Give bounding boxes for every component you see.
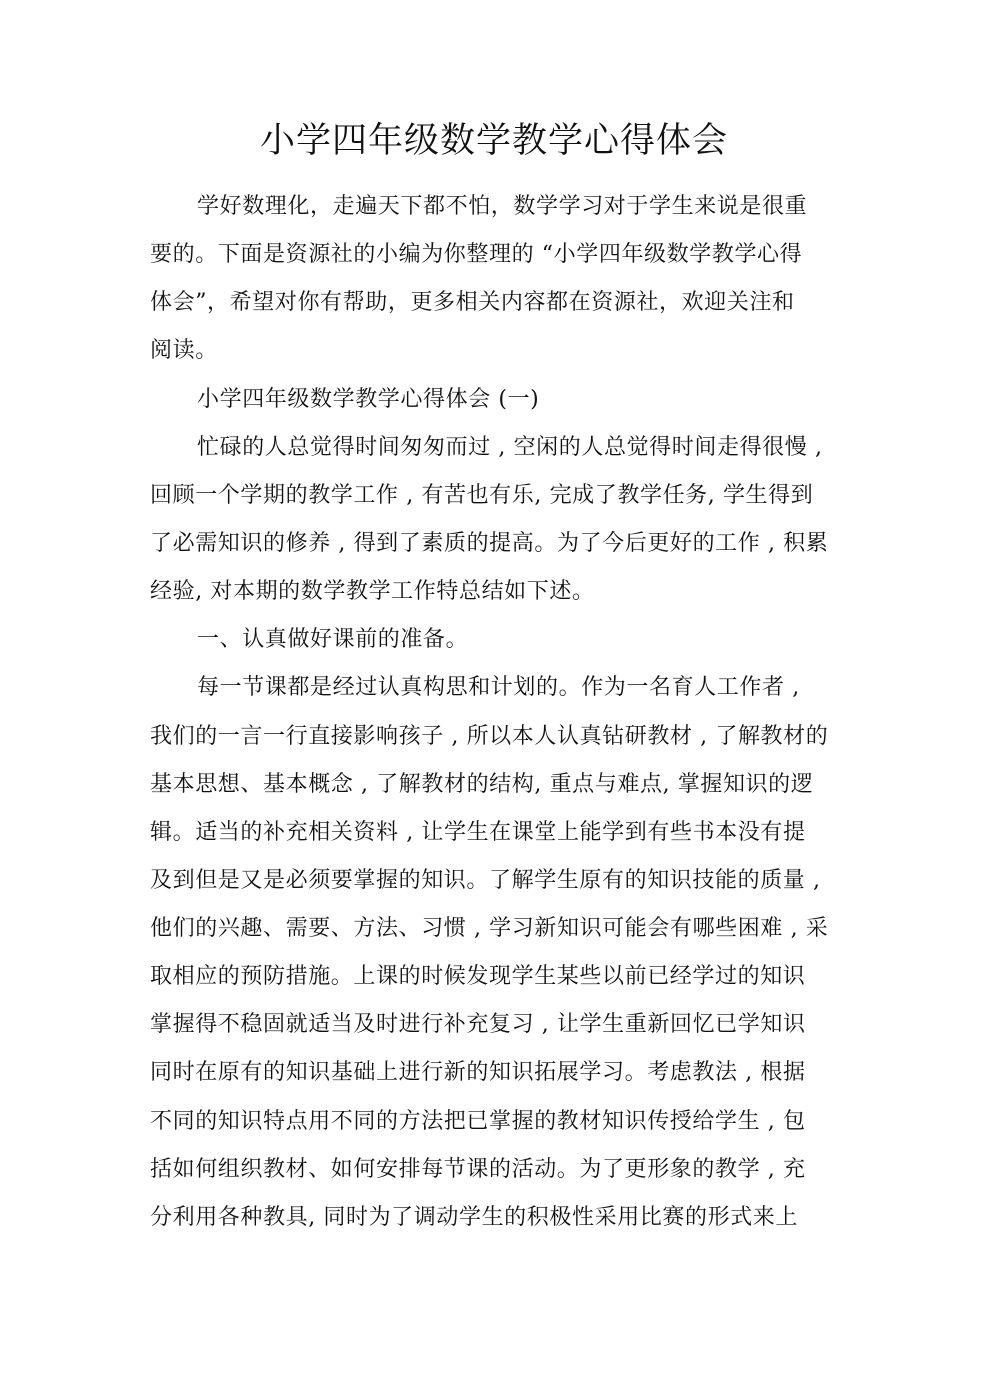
paragraph-line: 阅读。 bbox=[150, 338, 218, 363]
document-title: 小学四年级数学教学心得体会 bbox=[259, 121, 728, 161]
paragraph-line: 每一节课都是经过认真构思和计划的。作为一名育人工作者 , bbox=[197, 675, 800, 700]
paragraph-line: 及到但是又是必须要掌握的知识。了解学生原有的知识技能的质量 , bbox=[150, 868, 821, 893]
section-heading: 小学四年级数学教学心得体会 (一) bbox=[197, 387, 540, 412]
paragraph-line: 他们的兴趣、需要、方法、习惯 , 学习新知识可能会有哪些困难 , 采 bbox=[150, 916, 829, 941]
paragraph-line: 回顾一个学期的教学工作 , 有苦也有乐, 完成了教学任务, 学生得到 bbox=[150, 483, 814, 508]
paragraph-line: 要的。下面是资源社的小编为你整理的 “小学四年级数学教学心得 bbox=[150, 242, 803, 267]
paragraph-line: 经验, 对本期的数学教学工作特总结如下述。 bbox=[150, 579, 595, 604]
paragraph-line: 我们的一言一行直接影响孩子 , 所以本人认真钻研教材 , 了解教材的 bbox=[150, 724, 829, 749]
paragraph-line: 了必需知识的修养 , 得到了素质的提高。为了今后更好的工作 , 积累 bbox=[150, 531, 829, 556]
paragraph-line: 括如何组织教材、如何安排每节课的活动。为了更形象的教学 , 充 bbox=[150, 1157, 806, 1182]
paragraph-line: 辑。适当的补充相关资料 , 让学生在课堂上能学到有些书本没有提 bbox=[150, 820, 806, 845]
paragraph-line: 同时在原有的知识基础上进行新的知识拓展学习。考虑教法 , 根据 bbox=[150, 1060, 806, 1085]
paragraph-line: 忙碌的人总觉得时间匆匆而过 , 空闲的人总觉得时间走得很慢 , bbox=[197, 435, 823, 460]
section-heading: 一、认真做好课前的准备。 bbox=[197, 627, 469, 652]
paragraph-line: 基本思想、基本概念 , 了解教材的结构, 重点与难点, 掌握知识的逻 bbox=[150, 772, 814, 797]
paragraph-line: 分利用各种教具, 同时为了调动学生的积极性采用比赛的形式来上 bbox=[150, 1205, 798, 1230]
paragraph-line: 不同的知识特点用不同的方法把已掌握的教材知识传授给学生 , 包 bbox=[150, 1109, 806, 1134]
paragraph-line: 体会”，希望对你有帮助，更多相关内容都在资源社，欢迎关注和 bbox=[150, 290, 795, 315]
paragraph-line: 取相应的预防措施。上课的时候发现学生某些以前已经学过的知识 bbox=[150, 964, 806, 989]
paragraph-line: 学好数理化，走遍天下都不怕，数学学习对于学生来说是很重 bbox=[197, 194, 808, 219]
paragraph-line: 掌握得不稳固就适当及时进行补充复习 , 让学生重新回忆已学知识 bbox=[150, 1012, 806, 1037]
